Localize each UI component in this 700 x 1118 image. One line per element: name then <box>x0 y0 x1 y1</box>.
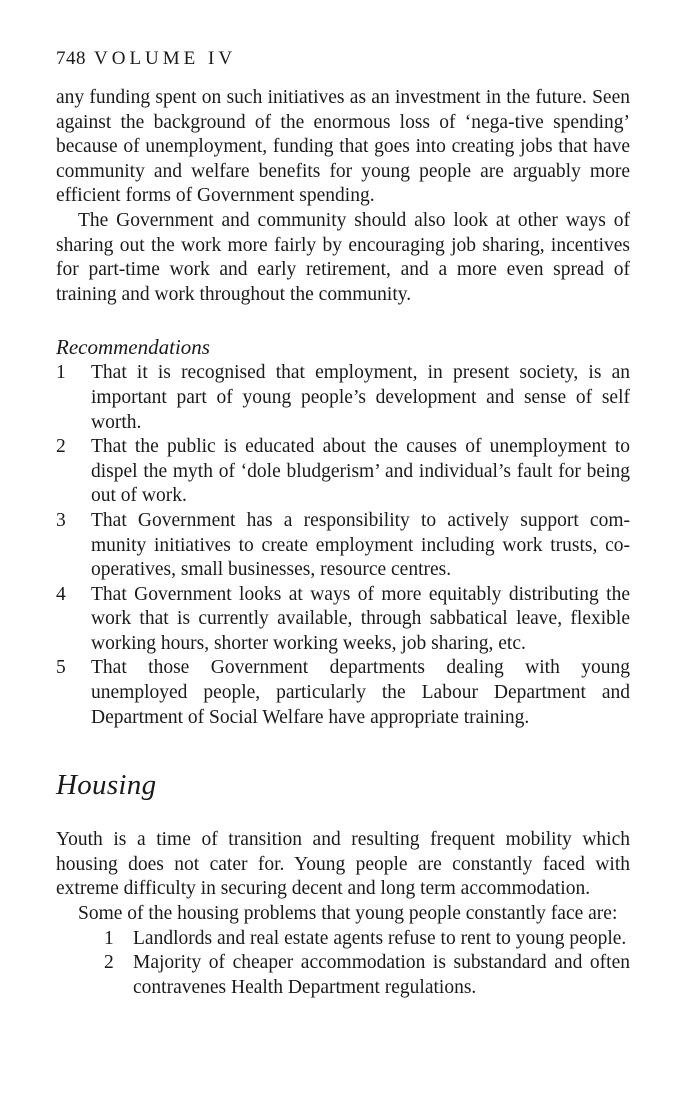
item-number: 3 <box>56 509 66 531</box>
page-number: 748 <box>56 48 86 69</box>
housing-problems-list <box>56 927 630 1001</box>
item-number: 1 <box>56 362 66 384</box>
item-number: 2 <box>56 436 66 458</box>
list-item <box>56 509 630 583</box>
housing-paragraph-2: Some of the housing problems that young people constantly face are: <box>78 903 618 925</box>
list-item <box>56 583 630 657</box>
list-item <box>56 656 630 730</box>
running-head <box>56 48 236 70</box>
item-text: That Government looks at ways of more equitably distributing the work that is currently available, through sabbatical leave, flexible working hours, shorter working weeks, job sharing, etc. <box>91 583 630 654</box>
item-text: Landlords and real estate agents refuse to rent to young people. <box>133 927 627 949</box>
item-text: That Government has a responsibility to actively support com-munity initiatives to create employment including work trusts, co-operatives, small businesses, resource centres. <box>91 509 630 581</box>
recommendations-heading: Recommendations <box>56 335 210 360</box>
housing-paragraph-1: Youth is a time of transition and resulting frequent mobility which housing does not cater for. Young people are constantly faced with extreme difficulty in securing decent and long term accommodation. <box>56 829 630 900</box>
recommendations-list <box>56 361 630 730</box>
list-item <box>56 951 630 1000</box>
intro-paragraph-1: any funding spent on such initiatives as an investment in the future. Seen against the background of the enormous loss of ‘nega-tive spending’ because of unemployment, funding that goes into creating jobs that have community and welfare benefits for young people are arguably more efficient forms of Government spending. <box>56 87 630 207</box>
item-number: 5 <box>56 657 66 679</box>
intro-paragraph-2: The Government and community should also look at other ways of sharing out the work more fairly by encouraging job sharing, incentives for part-time work and early retirement, and a more even spread of training and work throughout the community. <box>56 209 630 305</box>
item-number: 4 <box>56 583 66 605</box>
item-text: That the public is educated about the causes of unemployment to dispel the myth of ‘dole bludgerism’ and individual’s fault for being out of work. <box>91 436 630 507</box>
body-text <box>56 86 630 1000</box>
housing-heading: Housing <box>56 769 157 802</box>
item-number: 2 <box>104 952 114 974</box>
item-text: That it is recognised that employment, in present society, is an important part of young people’s development and sense of self worth. <box>91 362 630 433</box>
list-item <box>56 927 630 952</box>
volume-label: VOLUME IV <box>94 48 237 69</box>
list-item <box>56 361 630 435</box>
item-text: Majority of cheaper accommodation is substandard and often contravenes Health Department regulations. <box>133 952 630 998</box>
item-number: 1 <box>104 927 114 949</box>
item-text: That those Government departments dealing with young unemployed people, particularly the Labour Department and Department of Social Welfare have appropriate training. <box>91 657 630 728</box>
list-item <box>56 435 630 509</box>
